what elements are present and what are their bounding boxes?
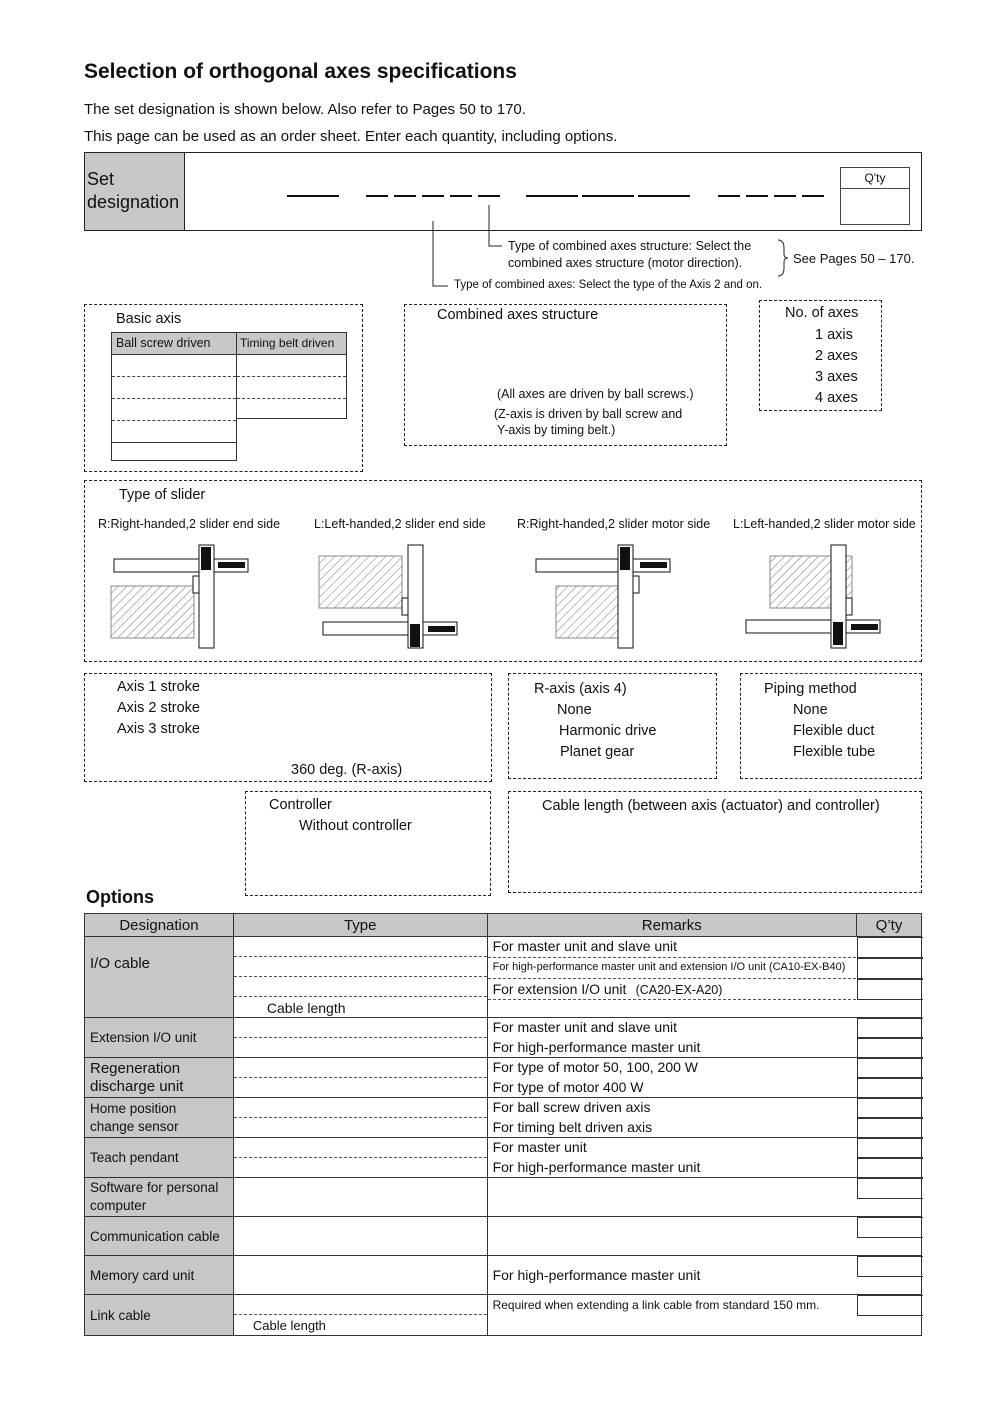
slider-diagram-r-end bbox=[111, 545, 248, 648]
slider-type-r-end[interactable]: R:Right-handed,2 slider end side bbox=[98, 517, 281, 531]
qty-label: Q'ty bbox=[841, 168, 909, 189]
qty-input[interactable] bbox=[857, 1178, 923, 1199]
home-remark-2: For timing belt driven axis bbox=[492, 1119, 653, 1135]
type-cell[interactable] bbox=[234, 1158, 487, 1177]
io-remark-1: For master unit and slave unit bbox=[492, 938, 677, 954]
home-label-1: Home position bbox=[90, 1100, 177, 1116]
r-axis-stroke: 360 deg. (R-axis) bbox=[291, 762, 403, 778]
teach-remark-1: For master unit bbox=[492, 1139, 587, 1155]
page-title: Selection of orthogonal axes specifications bbox=[84, 60, 517, 83]
memory-card-label: Memory card unit bbox=[85, 1256, 234, 1295]
note-structure-1: Type of combined axes structure: Select the bbox=[508, 239, 752, 253]
header-remarks: Remarks bbox=[487, 914, 856, 937]
comm-cable-label: Communication cable bbox=[85, 1217, 234, 1256]
axis3-stroke[interactable]: Axis 3 stroke bbox=[117, 721, 200, 737]
qty-input[interactable] bbox=[857, 1098, 923, 1119]
no-axes-option-4[interactable]: 4 axes bbox=[815, 390, 858, 406]
piping-none[interactable]: None bbox=[793, 702, 828, 718]
table-row bbox=[85, 1098, 922, 1138]
basic-axis-title: Basic axis bbox=[116, 311, 182, 327]
table-row bbox=[85, 1295, 922, 1336]
slider-type-l-end[interactable]: L:Left-handed,2 slider end side bbox=[314, 517, 486, 531]
link-cable-label: Link cable bbox=[85, 1295, 234, 1336]
qty-input[interactable] bbox=[857, 1037, 923, 1058]
qty-input[interactable] bbox=[857, 1217, 923, 1238]
table-row bbox=[85, 1018, 922, 1058]
io-remark-3: For extension I/O unit bbox=[492, 981, 627, 997]
qty-input[interactable] bbox=[857, 958, 923, 979]
note-structure-2: combined axes structure (motor direction). bbox=[508, 256, 743, 270]
type-cell[interactable] bbox=[234, 937, 487, 957]
header-type: Type bbox=[233, 914, 487, 937]
header-designation: Designation bbox=[85, 914, 234, 937]
combined-note-3: Y-axis by timing belt.) bbox=[497, 423, 616, 437]
r-axis-none[interactable]: None bbox=[557, 702, 592, 718]
regen-remark-1: For type of motor 50, 100, 200 W bbox=[492, 1059, 699, 1075]
table-row bbox=[85, 1217, 922, 1256]
type-cell[interactable] bbox=[234, 1098, 487, 1118]
no-axes-option-2[interactable]: 2 axes bbox=[815, 348, 858, 364]
cable-length-title: Cable length (between axis (actuator) and controller) bbox=[542, 798, 880, 814]
qty-input[interactable] bbox=[857, 1058, 923, 1079]
software-label-1: Software for personal bbox=[90, 1180, 219, 1195]
options-title: Options bbox=[86, 887, 154, 907]
slider-type-r-motor[interactable]: R:Right-handed,2 slider motor side bbox=[517, 517, 711, 531]
link-remark-1: Required when extending a link cable from standard 150 mm. bbox=[492, 1298, 820, 1312]
timing-belt-header: Timing belt driven bbox=[237, 333, 346, 355]
home-remark-1: For ball screw driven axis bbox=[492, 1099, 651, 1115]
type-cell[interactable] bbox=[233, 1256, 487, 1295]
type-cell[interactable] bbox=[234, 1038, 487, 1057]
r-axis-planet[interactable]: Planet gear bbox=[560, 744, 635, 760]
options-header-row bbox=[85, 914, 922, 937]
slider-type-l-motor[interactable]: L:Left-handed,2 slider motor side bbox=[733, 517, 916, 531]
qty-input[interactable] bbox=[857, 1138, 923, 1159]
note-see-pages: See Pages 50 – 170. bbox=[793, 251, 915, 266]
mem-remark-1: For high-performance master unit bbox=[492, 1267, 701, 1283]
no-axes-title: No. of axes bbox=[785, 305, 859, 321]
qty-input[interactable] bbox=[857, 1018, 923, 1039]
regen-label-1: Regeneration bbox=[90, 1059, 181, 1077]
qty-input[interactable] bbox=[857, 1077, 923, 1098]
teach-remark-2: For high-performance master unit bbox=[492, 1159, 701, 1175]
axis1-stroke[interactable]: Axis 1 stroke bbox=[117, 679, 200, 695]
qty-input[interactable] bbox=[857, 1295, 923, 1316]
type-cell[interactable] bbox=[233, 1217, 487, 1256]
type-cell[interactable] bbox=[234, 1018, 487, 1038]
home-label-2: change sensor bbox=[90, 1118, 179, 1134]
qty-input[interactable] bbox=[857, 1117, 923, 1138]
piping-tube[interactable]: Flexible tube bbox=[793, 744, 876, 760]
type-cell[interactable] bbox=[233, 1178, 487, 1217]
controller-option[interactable]: Without controller bbox=[299, 818, 412, 834]
combined-note-2: (Z-axis is driven by ball screw and bbox=[494, 407, 683, 421]
slider-diagram-l-motor bbox=[746, 545, 880, 648]
type-cell[interactable] bbox=[234, 1138, 487, 1158]
qty-input[interactable] bbox=[857, 979, 923, 1000]
note-combined-type: Type of combined axes: Select the type of the Axis 2 and on. bbox=[454, 279, 763, 291]
slider-diagram-l-end bbox=[319, 545, 457, 648]
r-axis-harmonic[interactable]: Harmonic drive bbox=[559, 723, 657, 739]
io-cable-length: Cable length bbox=[266, 1000, 346, 1016]
ext-remark-1: For master unit and slave unit bbox=[492, 1019, 677, 1035]
header-qty: Q’ty bbox=[857, 914, 922, 937]
slider-diagrams bbox=[0, 0, 1000, 700]
intro-line-1: The set designation is shown below. Also refer to Pages 50 to 170. bbox=[84, 101, 526, 118]
options-table bbox=[84, 913, 922, 1336]
slider-type-title: Type of slider bbox=[119, 487, 206, 503]
table-row bbox=[85, 1138, 922, 1178]
teach-label: Teach pendant bbox=[85, 1138, 234, 1178]
axis2-stroke[interactable]: Axis 2 stroke bbox=[117, 700, 200, 716]
table-row bbox=[85, 1058, 922, 1098]
r-axis-title: R-axis (axis 4) bbox=[534, 681, 627, 697]
piping-title: Piping method bbox=[764, 681, 857, 697]
type-cell[interactable] bbox=[234, 957, 487, 977]
no-axes-option-1[interactable]: 1 axis bbox=[815, 327, 853, 343]
controller-title: Controller bbox=[269, 797, 332, 813]
type-cell[interactable] bbox=[234, 1118, 487, 1137]
regen-label-2: discharge unit bbox=[90, 1077, 184, 1095]
qty-input[interactable] bbox=[857, 1157, 923, 1178]
table-row bbox=[85, 1178, 922, 1217]
piping-duct[interactable]: Flexible duct bbox=[793, 723, 875, 739]
combined-axes-title: Combined axes structure bbox=[437, 307, 599, 323]
ball-screw-header: Ball screw driven bbox=[112, 333, 236, 355]
type-cell[interactable] bbox=[234, 1295, 487, 1315]
type-cell[interactable] bbox=[234, 977, 487, 997]
io-remark-2: For high-performance master unit and extension I/O unit (CA10-EX-B40) bbox=[492, 961, 846, 973]
set-label-line1: Set bbox=[87, 169, 115, 189]
set-label-line2: designation bbox=[87, 192, 180, 212]
io-remark-3-model: (CA20-EX-A20) bbox=[635, 983, 723, 997]
regen-remark-2: For type of motor 400 W bbox=[492, 1079, 644, 1095]
table-row bbox=[85, 1256, 922, 1295]
ext-remark-2: For high-performance master unit bbox=[492, 1039, 701, 1055]
type-cell[interactable] bbox=[234, 1058, 487, 1078]
table-row bbox=[85, 937, 922, 1018]
combined-note-1: (All axes are driven by ball screws.) bbox=[497, 387, 694, 401]
qty-input[interactable] bbox=[857, 1256, 923, 1277]
ext-io-label: Extension I/O unit bbox=[85, 1018, 234, 1058]
slider-diagram-r-motor bbox=[536, 545, 670, 648]
intro-line-2: This page can be used as an order sheet. Enter each quantity, including options. bbox=[84, 128, 618, 145]
software-label-2: computer bbox=[90, 1198, 147, 1213]
no-axes-option-3[interactable]: 3 axes bbox=[815, 369, 858, 385]
link-cable-length: Cable length bbox=[252, 1318, 326, 1333]
type-cell[interactable] bbox=[234, 1078, 487, 1097]
qty-input[interactable] bbox=[857, 937, 923, 958]
io-cable-label: I/O cable bbox=[85, 937, 234, 1018]
